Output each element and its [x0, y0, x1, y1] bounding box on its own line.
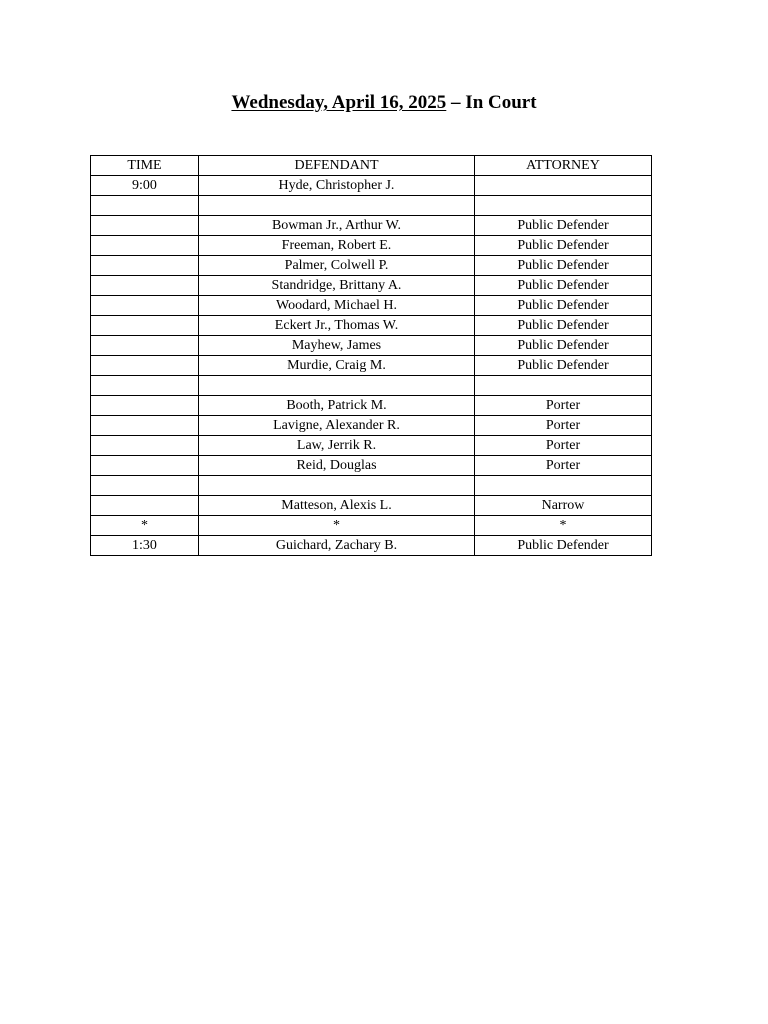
attorney-cell: Porter — [475, 436, 652, 456]
defendant-cell: * — [199, 516, 475, 536]
table-row — [91, 476, 652, 496]
attorney-cell: Public Defender — [475, 216, 652, 236]
attorney-cell: Public Defender — [475, 356, 652, 376]
table-row — [91, 196, 652, 216]
table-row — [91, 496, 652, 516]
defendant-cell — [199, 196, 475, 216]
table-row — [91, 336, 652, 356]
time-cell — [91, 296, 199, 316]
time-cell — [91, 316, 199, 336]
table-row — [91, 396, 652, 416]
table-row — [91, 216, 652, 236]
title-suffix: – In Court — [451, 92, 537, 113]
time-cell — [91, 396, 199, 416]
time-cell — [91, 376, 199, 396]
defendant-cell: Matteson, Alexis L. — [199, 496, 475, 516]
attorney-cell: * — [475, 516, 652, 536]
attorney-cell: Public Defender — [475, 256, 652, 276]
attorney-cell: Porter — [475, 416, 652, 436]
table-row — [91, 276, 652, 296]
defendant-cell: Reid, Douglas — [199, 456, 475, 476]
time-cell — [91, 216, 199, 236]
time-cell — [91, 436, 199, 456]
table-body — [91, 176, 652, 556]
table-row — [91, 536, 652, 556]
page-title — [0, 92, 768, 114]
time-cell — [91, 416, 199, 436]
defendant-cell: Guichard, Zachary B. — [199, 536, 475, 556]
defendant-cell: Booth, Patrick M. — [199, 396, 475, 416]
attorney-cell: Narrow — [475, 496, 652, 516]
time-cell — [91, 236, 199, 256]
defendant-cell: Woodard, Michael H. — [199, 296, 475, 316]
table-row — [91, 236, 652, 256]
defendant-cell: Law, Jerrik R. — [199, 436, 475, 456]
time-cell: 9:00 — [91, 176, 199, 196]
table-row — [91, 416, 652, 436]
defendant-cell — [199, 376, 475, 396]
attorney-cell — [475, 176, 652, 196]
title-date: Wednesday, April 16, 2025 — [231, 92, 447, 113]
table-row — [91, 456, 652, 476]
table-row — [91, 296, 652, 316]
attorney-cell: Public Defender — [475, 536, 652, 556]
attorney-cell: Public Defender — [475, 316, 652, 336]
attorney-cell: Public Defender — [475, 276, 652, 296]
time-cell — [91, 476, 199, 496]
table-row — [91, 176, 652, 196]
time-cell — [91, 356, 199, 376]
table-row — [91, 436, 652, 456]
attorney-cell: Porter — [475, 396, 652, 416]
defendant-cell: Eckert Jr., Thomas W. — [199, 316, 475, 336]
table-row — [91, 356, 652, 376]
defendant-cell: Bowman Jr., Arthur W. — [199, 216, 475, 236]
defendant-cell — [199, 476, 475, 496]
attorney-cell: Public Defender — [475, 236, 652, 256]
defendant-cell: Mayhew, James — [199, 336, 475, 356]
time-cell: * — [91, 516, 199, 536]
table-row — [91, 376, 652, 396]
table-row — [91, 516, 652, 536]
defendant-cell: Freeman, Robert E. — [199, 236, 475, 256]
attorney-cell — [475, 476, 652, 496]
defendant-cell: Lavigne, Alexander R. — [199, 416, 475, 436]
defendant-cell: Standridge, Brittany A. — [199, 276, 475, 296]
defendant-cell: Hyde, Christopher J. — [199, 176, 475, 196]
attorney-cell — [475, 196, 652, 216]
table-row — [91, 316, 652, 336]
defendant-cell: Murdie, Craig M. — [199, 356, 475, 376]
docket-table — [90, 155, 652, 556]
table-row — [91, 256, 652, 276]
time-cell — [91, 196, 199, 216]
attorney-cell: Porter — [475, 456, 652, 476]
attorney-cell — [475, 376, 652, 396]
attorney-cell: Public Defender — [475, 336, 652, 356]
header-attorney: ATTORNEY — [475, 156, 652, 176]
header-defendant: DEFENDANT — [199, 156, 475, 176]
time-cell — [91, 496, 199, 516]
time-cell: 1:30 — [91, 536, 199, 556]
table-header-row — [91, 156, 652, 176]
time-cell — [91, 256, 199, 276]
time-cell — [91, 456, 199, 476]
defendant-cell: Palmer, Colwell P. — [199, 256, 475, 276]
time-cell — [91, 336, 199, 356]
header-time: TIME — [91, 156, 199, 176]
time-cell — [91, 276, 199, 296]
attorney-cell: Public Defender — [475, 296, 652, 316]
